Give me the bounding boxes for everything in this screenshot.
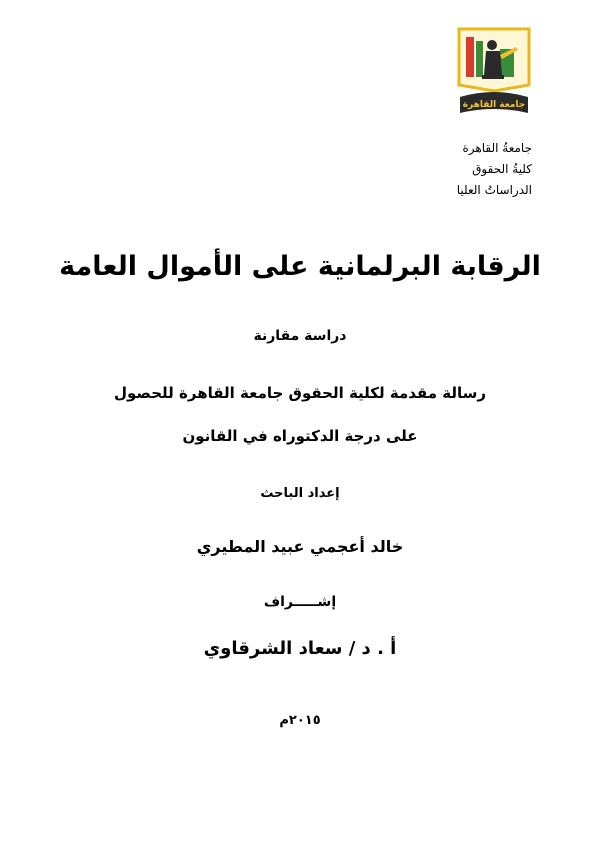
thesis-title: الرقابة البرلمانية على الأموال العامة — [59, 251, 541, 282]
supervision-label: إشـــــراف — [263, 594, 337, 610]
institution-block — [332, 138, 532, 201]
university-name: جامعةُ القاهرة — [462, 141, 532, 155]
thesis-purpose-line-2: على درجة الدكتوراه في القانون — [182, 427, 418, 445]
department-name: الدراساتُ العليا — [456, 183, 532, 197]
thesis-purpose-line-1: رسالة مقدمة لكلية الحقوق جامعة القاهرة للحصول — [114, 384, 486, 402]
supervisor-name: أ . د / سعاد الشرقاوي — [203, 638, 397, 659]
logo-emblem-icon — [456, 27, 532, 117]
thesis-subtitle: دراسة مقارنة — [253, 328, 347, 344]
author-name: خالد أعجمي عبيد المطيري — [196, 537, 404, 556]
prepared-by-label: إعداد الباحث — [260, 486, 340, 501]
thesis-year: ٢٠١٥م — [279, 713, 321, 728]
cairo-university-logo — [456, 27, 532, 117]
logo-text: جامعة القاهرة — [462, 100, 526, 110]
faculty-name: كليةُ الحقوق — [472, 162, 532, 176]
